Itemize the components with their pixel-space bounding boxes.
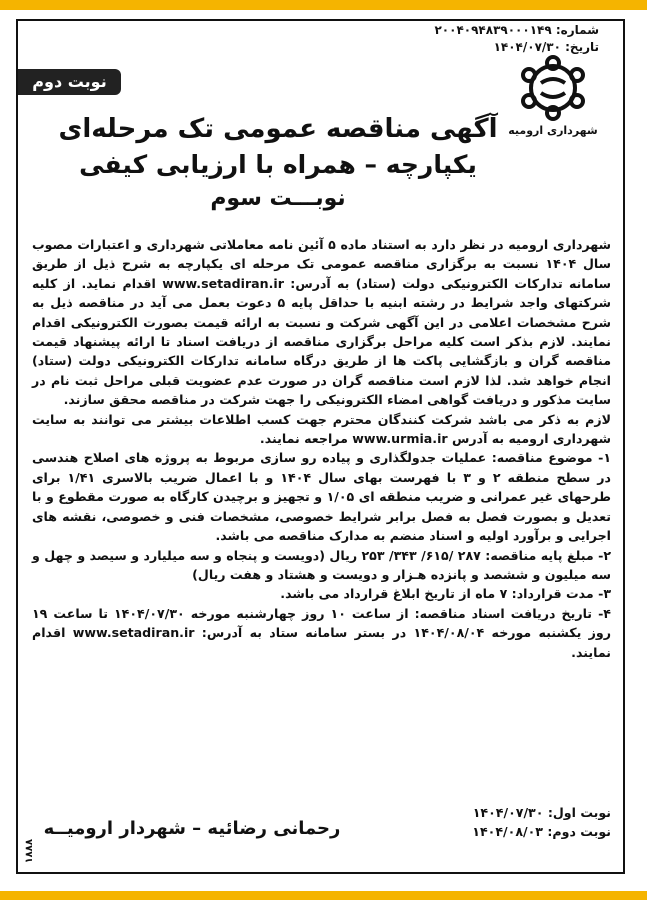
notice-frame [16,19,625,874]
title-line-2: یکپارچه – همراه با ارزیابی کیفی [79,150,477,179]
bottom-accent-bar [0,891,647,900]
top-accent-bar [0,0,647,10]
item-1-text: عملیات جدولگذاری و پیاده رو سازی مربوط به پروژه های اصلاح هندسی در سطح منطقه ۲ و ۳ با فهرست بهای سال ۱۴۰۴ و با اعمال ضریب بالاسری ۱/۴۱ برای طرحهای غیر عمرانی و ضریب منطقه ای ۱/۰۵ و تجهیز و برچیدن کارگاه به صورت مقطوع و با تعدیل و بصورت فصل به فصل برابر شرایط خصوصی، مشخصات فنی و خصوصی، نقشه های اجرایی و برآورد اولیه و اسناد منضم به مدارک مناقصه می باشد. [32,450,611,544]
item-4-label: ۴- تاریخ دریافت اسناد مناقصه: [414,605,611,621]
signature: رحمانی رضائیه – شهردار ارومیــه [43,818,341,839]
round-badge: نوبت دوم [18,69,121,95]
intro-lead: شهرداری ارومیه [508,237,611,252]
notice-body [32,235,611,662]
item-4 [32,604,611,662]
ad-code: ۱۸۸۸ [24,839,35,864]
item-3-text: ۷ ماه از تاریخ ابلاغ قرارداد می باشد. [280,586,512,602]
intro-paragraph [32,235,611,410]
item-1 [32,448,611,545]
item-3-label: ۳- مدت قرارداد: [511,586,611,602]
title-line-3: نوبـــت سوم [210,186,346,211]
notice-number: شماره: ۲۰۰۴۰۹۴۸۳۹۰۰۰۱۴۹ [434,23,599,37]
item-3 [32,584,611,603]
item-1-label: ۱- موضوع مناقصه: [491,450,611,466]
info-paragraph: لازم به ذکر می باشد شرکت کنندگان محترم جهت کسب اطلاعات بیشتر می توانند به سایت شهرداری ارومیه به آدرس www.urmia.ir مراجعه نمایند. [32,411,611,447]
item-4-text: از ساعت ۱۰ روز چهارشنبه مورخه ۱۴۰۴/۰۷/۳۰ تا ساعت ۱۹ روز یکشنبه مورخه ۱۴۰۴/۰۸/۰۴ در بستر سامانه ستاد به آدرس: www.setadiran.ir اقدام نمایند. [32,605,611,660]
municipality-logo-icon [507,53,599,123]
round-second: نوبت دوم: ۱۴۰۴/۰۸/۰۳ [472,824,611,839]
notice-date: تاریخ: ۱۴۰۴/۰۷/۳۰ [493,40,599,54]
logo-caption: شهرداری ارومیه [508,124,598,137]
intro-text: در نظر دارد به استناد ماده ۵ آئین نامه معاملاتی شهرداری و اعتبارات مصوب سال ۱۴۰۴ نسبت به برگزاری مناقصه عمومی تک مرحله ای یکپارچه به شرح ذیل از طریق سامانه تدارکات الکترونیکی دولت (ستاد) به آدرس: www.setadiran.ir اقدام نماید. از کلیه شرکتهای واجد شرایط در رشته ابنیه با حداقل پایه ۵ دعوت بعمل می آید در مناقصه ذیل به شرح مشخصات اعلامی در این آگهی شرکت و نسبت به ارائه قیمت بصورت الکترونیکی اقدام نمایند. لازم بذکر است کلیه مراحل برگزاری مناقصه از دریافت اسناد تا ارائه پیشنهاد قیمت مناقصه گران و بازگشایی پاکت ها از طریق درگاه سامانه تدارکات الکترونیکی دولت (ستاد) انجام خواهد شد. لذا لازم است مناقصه گران در صورت عدم عضویت قبلی مراحل ثبت نام در سایت مذکور و دریافت گواهی امضاء الکترونیکی را جهت شرکت در مناقصه محقق سازند. [32,237,611,408]
round-first: نوبت اول: ۱۴۰۴/۰۷/۳۰ [472,805,611,820]
item-2 [32,546,611,585]
title-line-1: آگهی مناقصه عمومی تک مرحله‌ای [58,114,498,144]
item-2-text: ۲۸۷ /۶۱۵/ ۳۴۳/ ۲۵۳ ریال (دویست و پنجاه و سه میلیارد و سیصد و چهل و سه میلیون و ششصد و پانزده هـزار و دویست و هشتاد و هفت ریال) [32,547,611,582]
notice-title [58,111,498,215]
item-2-label: ۲- مبلغ پایه مناقصه: [485,547,611,563]
